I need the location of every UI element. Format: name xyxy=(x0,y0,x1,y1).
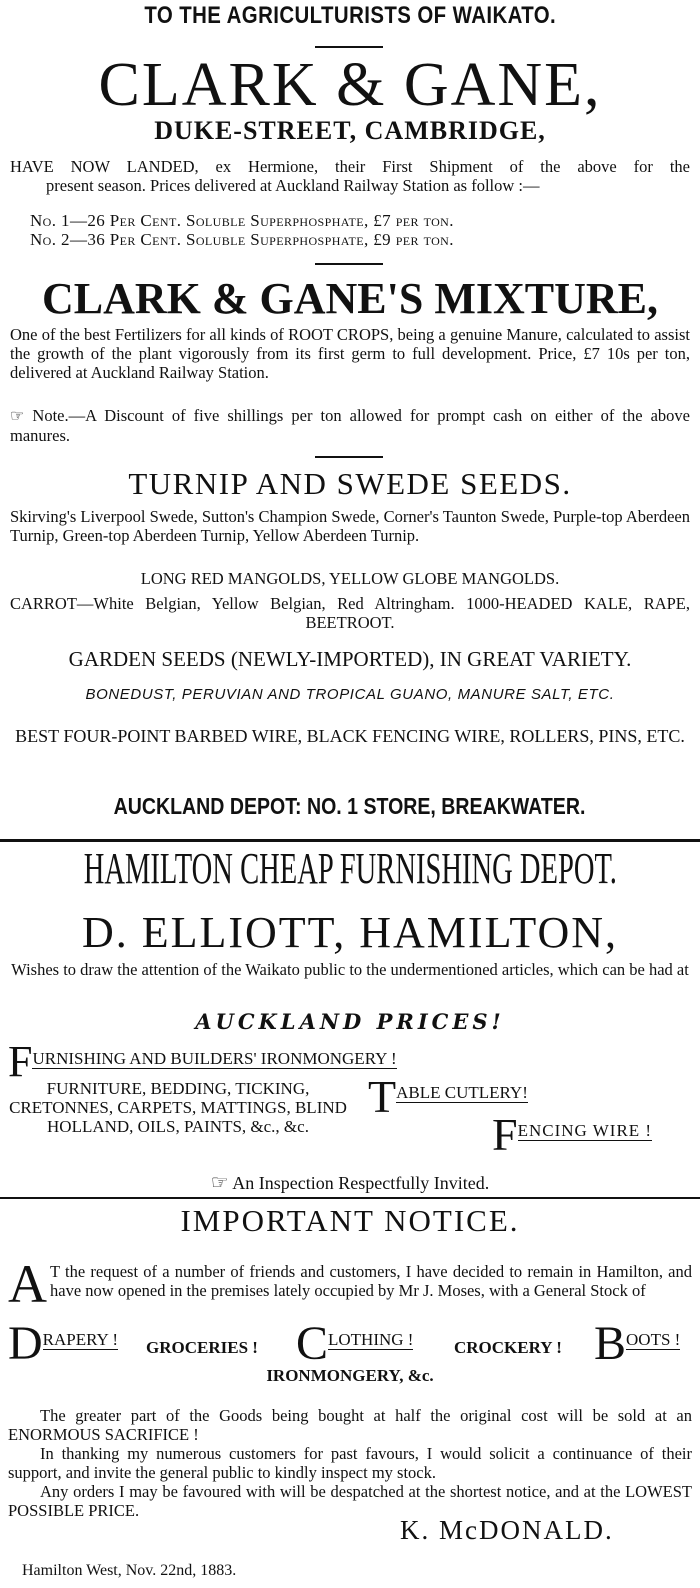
price-no2: No. 2—36 Per Cent. Soluble Superphosphate, £9 per ton. xyxy=(30,230,454,249)
ad1-seeds-title: TURNIP AND SWEDE SEEDS. xyxy=(128,466,572,501)
ad1-bonedust: BONEDUST, PERUVIAN AND TROPICAL GUANO, MANURE SALT, ETC. xyxy=(85,686,615,703)
ad1-garden: GARDEN SEEDS (NEWLY-IMPORTED), IN GREAT VARIETY. xyxy=(68,647,632,671)
ad2-inspection: ☞ An Inspection Respectfully Invited. xyxy=(210,1172,490,1194)
groceries-label: GROCERIES ! xyxy=(146,1338,258,1357)
ad1-seeds-text: Skirving's Liverpool Swede, Sutton's Champion Swede, Corner's Taunton Swede, Purple-top Aberdeen Turnip, Green-top Aberdeen Turnip, Yellow Aberdeen Turnip. xyxy=(10,507,690,545)
pointing-hand-icon: ☞ xyxy=(10,408,25,425)
clothing-label: CLOTHING ! xyxy=(296,1317,414,1370)
ad1-depot: AUCKLAND DEPOT: NO. 1 STORE, BREAKWATER. xyxy=(114,793,586,819)
ad3-dateline: Hamilton West, Nov. 22nd, 1883. xyxy=(22,1562,237,1579)
divider xyxy=(0,1197,700,1199)
ad1-carrot: CARROT—White Belgian, Yellow Belgian, Red Altringham. 1000-HEADED KALE, RAPE, BEETROOT. xyxy=(10,594,690,632)
drapery-label: DRAPERY ! xyxy=(8,1317,119,1370)
ad3-para3: Any orders I may be favoured with will be despatched at the shortest notice, and at the LOWEST POSSIBLE PRICE. xyxy=(8,1482,692,1520)
ad1-intro: HAVE NOW LANDED, ex Hermione, their First Shipment of the above for the present season. Prices delivered at Auckland Railway Station as follow :— xyxy=(10,157,690,195)
rule xyxy=(315,456,383,458)
ad3-title: IMPORTANT NOTICE. xyxy=(180,1203,520,1238)
ad3-goods-line xyxy=(8,1316,692,1368)
ad1-mixture-text: One of the best Fertilizers for all kinds of ROOT CROPS, being a genuine Manure, calculated to assist the growth of the plant vigorously from its first germ to full development. Price, £7 10s per ton, delivered at Auckland Railway Station. xyxy=(10,325,690,382)
rule xyxy=(315,46,383,48)
price-no1: No. 1—26 Per Cent. Soluble Superphosphate, £7 per ton. xyxy=(30,211,454,230)
ad2-intro: Wishes to draw the attention of the Waikato public to the undermentioned articles, which can be had at xyxy=(11,960,689,979)
ad1-mangolds: LONG RED MANGOLDS, YELLOW GLOBE MANGOLDS. xyxy=(140,569,560,588)
ad2-table-cutlery: TABLE CUTLERY! xyxy=(368,1071,528,1122)
ad2-furnishing: FURNISHING AND BUILDERS' IRONMONGERY ! xyxy=(8,1037,397,1086)
ad1-mixture-title: CLARK & GANE'S MIXTURE, xyxy=(41,274,659,323)
crockery-label: CROCKERY ! xyxy=(454,1338,562,1357)
ad1-wire: BEST FOUR-POINT BARBED WIRE, BLACK FENCING WIRE, ROLLERS, PINS, ETC. xyxy=(15,726,685,746)
pointing-hand-icon: ☞ xyxy=(210,1172,229,1194)
rule xyxy=(315,263,383,265)
ad2-prices: AUCKLAND PRICES! xyxy=(195,1009,505,1034)
ad1-note: ☞ Note.—A Discount of five shillings per ton allowed for prompt cash on either of the above manures. xyxy=(10,406,691,445)
boots-label: BOOTS ! xyxy=(594,1317,681,1370)
ad3-para2: In thanking my numerous customers for past favours, I would solicit a continuance of their support, and invite the general public to kindly inspect my stock. xyxy=(8,1444,692,1482)
ad2-fencing-wire: FENCING WIRE ! xyxy=(492,1109,653,1160)
ad2-furniture-list: FURNITURE, BEDDING, TICKING, CRETONNES, CARPETS, MATTINGS, BLIND HOLLAND, OILS, PAINTS, &c., &c. xyxy=(9,1079,347,1136)
ad1-firm-name: CLARK & GANE, xyxy=(98,51,602,119)
ad3-body: A T the request of a number of friends and customers, I have decided to remain in Hamilton, and have now opened in the premises lately occupied by Mr J. Moses, with a General Stock of xyxy=(8,1254,692,1314)
ad2-title: HAMILTON CHEAP FURNISHING DEPOT. xyxy=(83,845,617,894)
ad3-para1: The greater part of the Goods being bought at half the original cost will be sold at an ENORMOUS SACRIFICE ! xyxy=(8,1406,692,1444)
ad1-prices xyxy=(30,211,690,249)
ad1-heading: TO THE AGRICULTURISTS OF WAIKATO. xyxy=(144,2,556,29)
ad3-ironmongery: IRONMONGERY, &c. xyxy=(266,1366,434,1385)
ad3-signature: K. McDONALD. xyxy=(400,1515,614,1545)
ad1-address: DUKE-STREET, CAMBRIDGE, xyxy=(154,116,546,145)
ad2-name: D. ELLIOTT, HAMILTON, xyxy=(81,908,619,957)
